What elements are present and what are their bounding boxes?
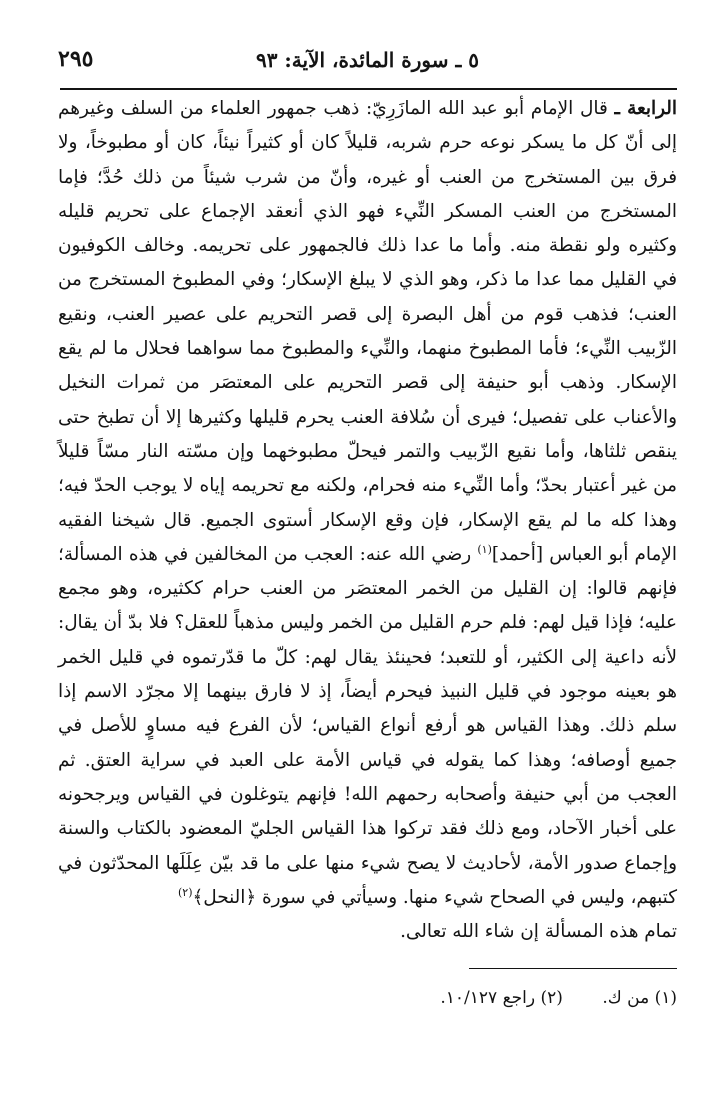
footnotes [58,988,677,1008]
footnote-rule [469,968,677,969]
footnote-ref: (٢) [177,885,193,899]
page-header [58,44,677,84]
header-rule [60,88,677,90]
paragraph-text: قال الإمام أبو عبد الله المازَرِيّ: ذهب جمهور العلماء من السلف وغيرهم إلى أنّ كل ما يسكر نوعه حرم شربه، قليلاً كان أو كثيراً نيئاً، كان أو مطبوخاً، ولا فرق بين المستخرج من العنب أو غيره، وأنّ من شرب شيئاً من ذلك حُدَّ؛ فإما المستخرج من العنب المسكر النِّيء فهو الذي أنعقد الإجماع على تحريم قليله وكثيره ولو نقطة منه. وأما ما عدا ذلك فالجمهور على تحريمه. وخالف الكوفيون في القليل مما عدا ما ذكر، وهو الذي لا يبلغ الإسكار؛ وفي المطبوخ المستخرج من العنب؛ فذهب قوم من أهل البصرة إلى قصر التحريم على عصير العنب، ونقيع الزّبيب النِّيء؛ فأما المطبوخ منهما، والنِّيء والمطبوخ مما سواهما فحلال ما لم يقع الإسكار. وذهب أبو حنيفة إلى قصر التحريم على المعتصَر من ثمرات النخيل والأعناب على تفصيل؛ فيرى أن سُلافة العنب يحرم قليلها وكثيرها إلا أن تطبخ حتى ينقص ثلثاها، وأما نقيع الزّبيب والتمر فيحلّ مطبوخهما وإن مسّته النار مسّاً قليلاً من غير أعتبار بحدّ؛ وأما النِّيء منه فحرام، ولكنه مع تحريمه إياه لا يوجب الحدّ فيه؛ وهذا كله ما لم يقع الإسكار، فإن وقع الإسكار أستوى الجميع. قال شيخنا الفقيه الإمام أبو العباس [أحمد] [58,98,677,565]
running-title: ٥ ـ سورة المائدة، الآية: ٩٣ [255,48,480,72]
section-lead: الرابعة ـ [614,98,677,119]
footnote-ref: (١) [477,542,492,556]
paragraph-text: رضي الله عنه: العجب من المخالفين في هذه المسألة؛ فإنهم قالوا: إن القليل من الخمر المعتصَر من العنب حرام ككثيره، وهو مجمع عليه؛ فإذا قيل لهم: فلم حرم القليل من الخمر وليس مذهباً للعقل؟ فلا بدّ أن يقال: لأنه داعية إلى الكثير، أو للتعبد؛ فحينئذ يقال لهم: كلّ ما قدّرتموه في قليل الخمر هو بعينه موجود في قليل النبيذ فيحرم أيضاً، إذ لا فارق بينهما إلا مجرّد الاسم إذا سلم ذلك. وهذا القياس هو أرفع أنواع القياس؛ لأن الفرع فيه مساوٍ للأصل في جميع أوصافه؛ وهذا كما يقوله في قياس الأمة على العبد في سراية العتق. ثم العجب من أبي حنيفة وأصحابه رحمهم الله! فإنهم يتوغلون في القياس ويرجحونه على أخبار الآحاد، ومع ذلك فقد تركوا هذا القياس الجليّ المعضود بالكتاب والسنة وإجماع صدور الأمة، لأحاديث لا يصح شيء منها على ما قد بيّن عِلَلَها المحدّثون في كتبهم، وليس في الصحاح شيء منها. وسيأتي في سورة ﴿النحل﴾ [58,543,677,908]
main-text [58,92,677,949]
footnote: (٢) راجع ١٠/١٢٧. [440,988,563,1008]
paragraph [58,92,677,915]
footnote: (١) من ك. [602,988,677,1008]
paragraph: تمام هذه المسألة إن شاء الله تعالى. [400,921,677,943]
page-number: ٢٩٥ [58,46,94,72]
